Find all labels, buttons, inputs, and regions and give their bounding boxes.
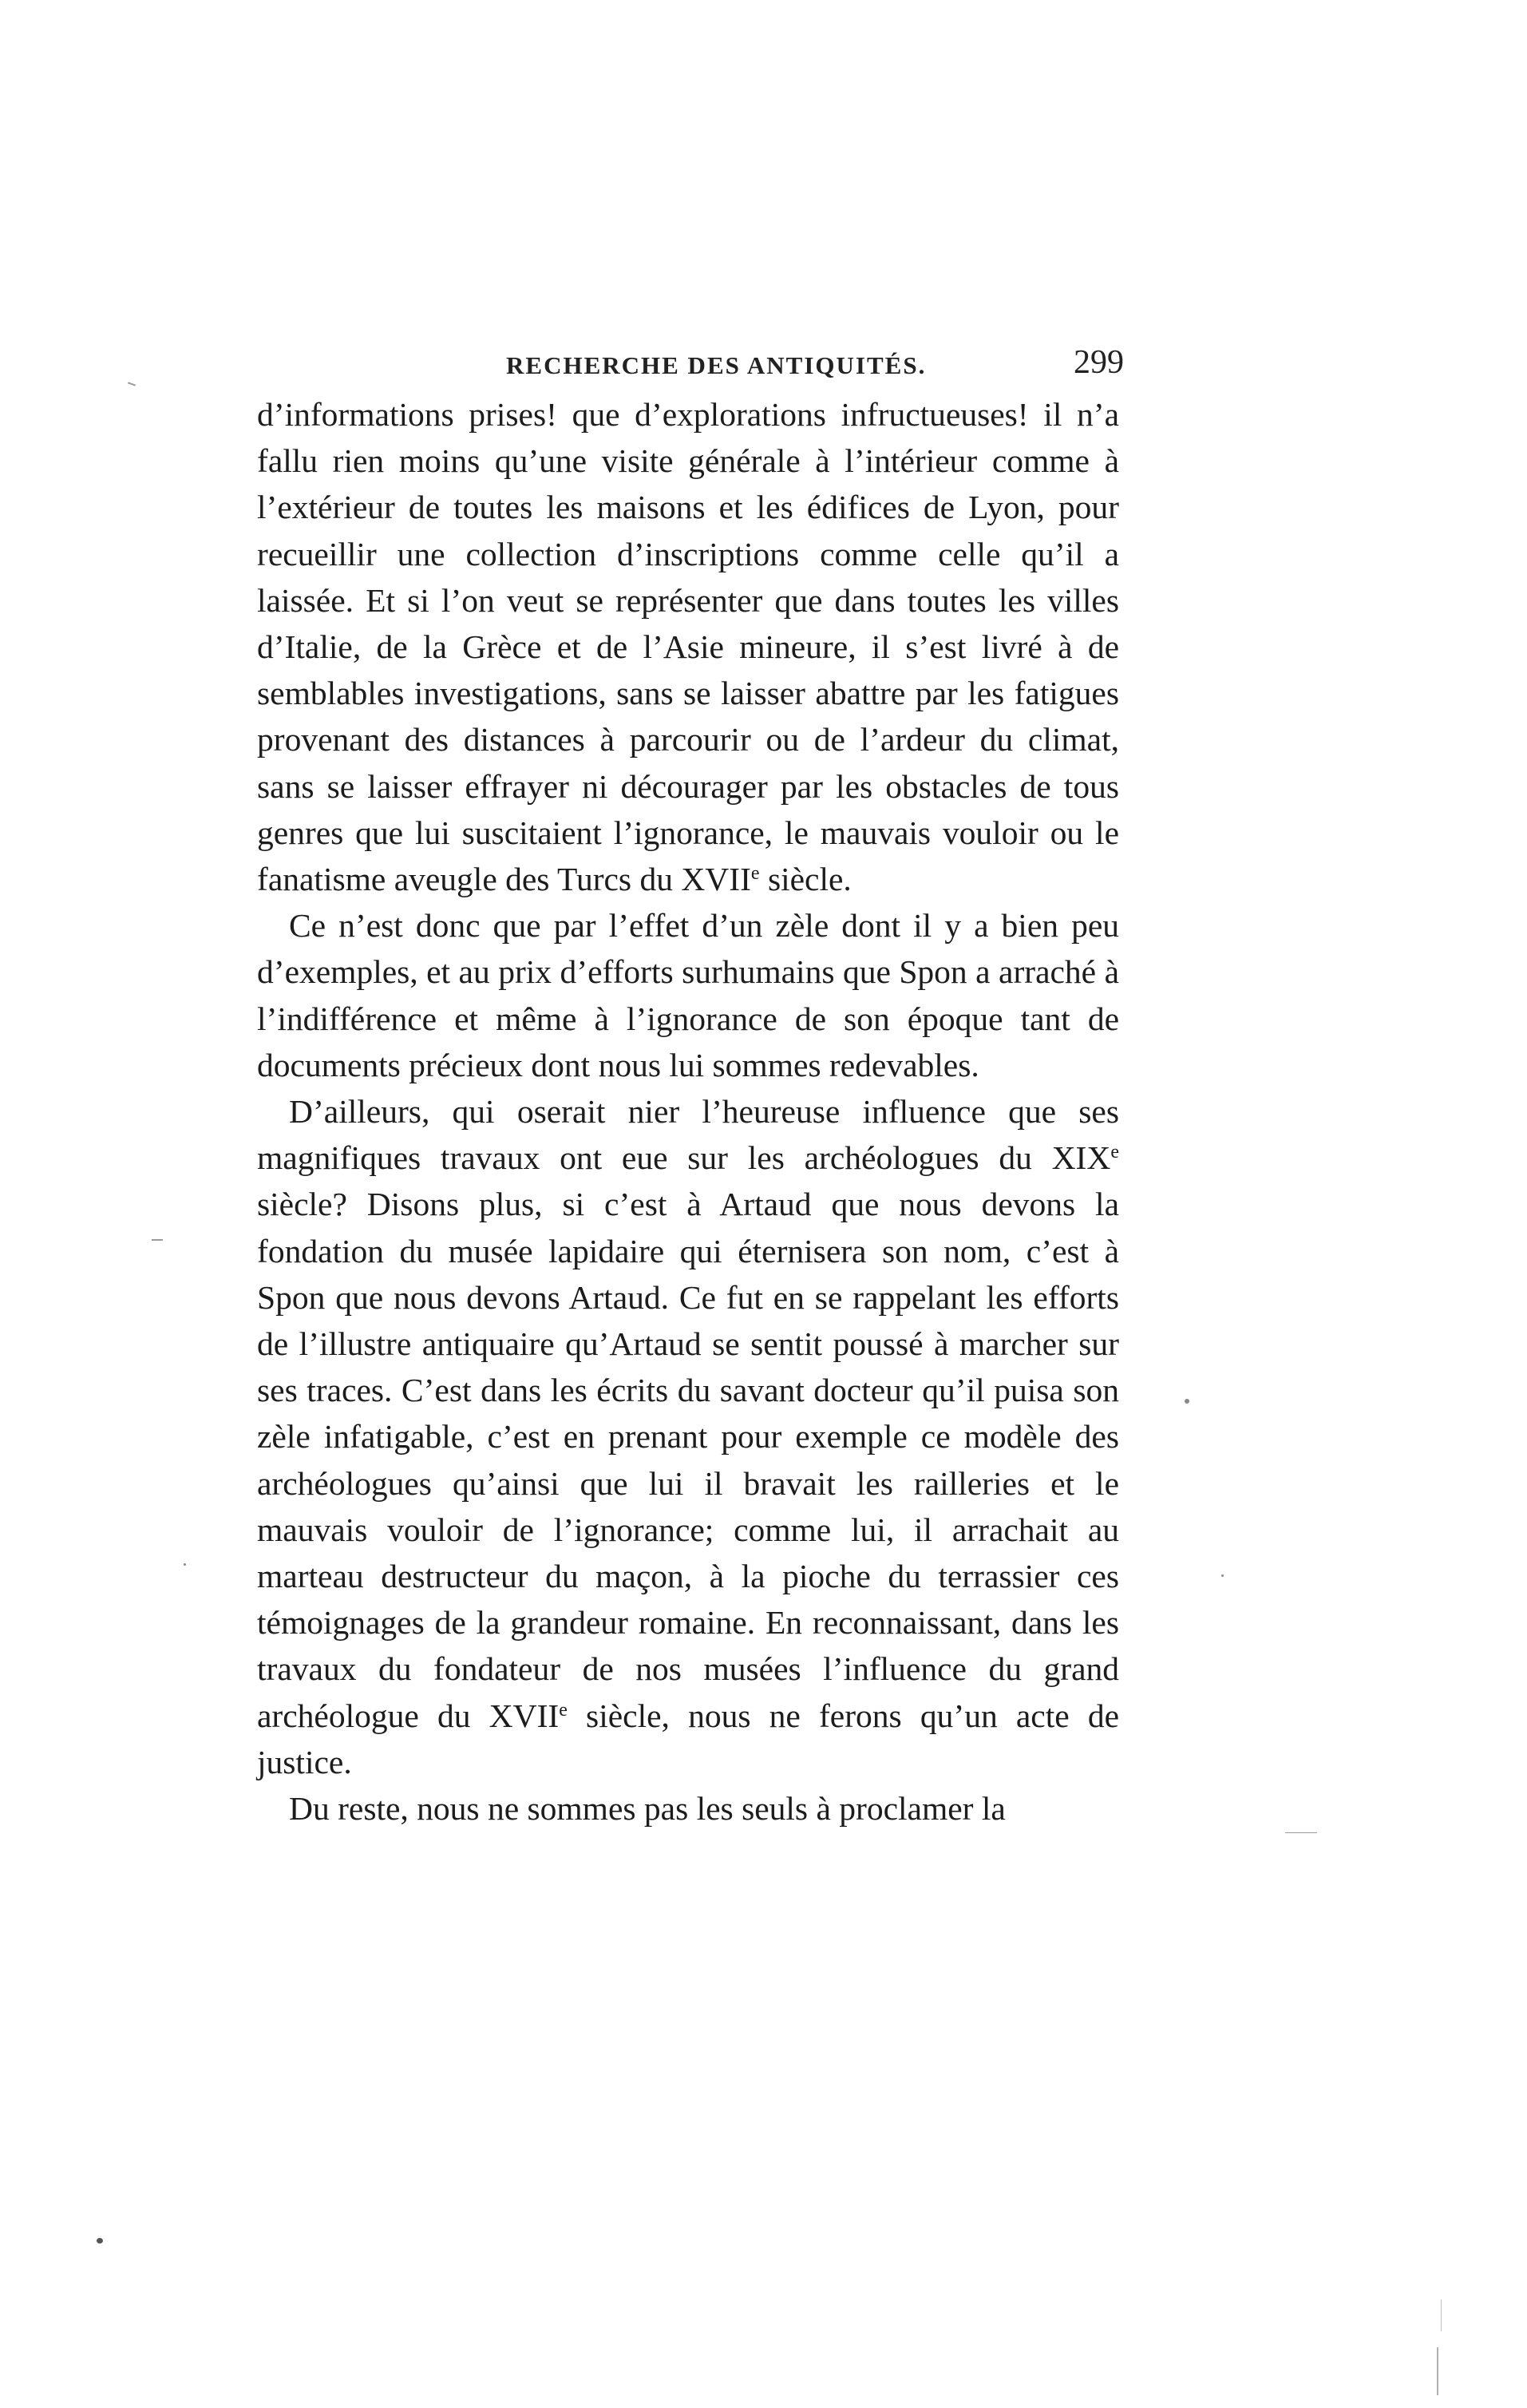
paragraph-3-superscript-a: e (1110, 1142, 1119, 1163)
running-head (257, 343, 1129, 391)
paragraph-2-text: Ce n’est donc que par l’effet d’un zèle dont il y a bien peu d’exemples, et au prix d’efforts surhumains que Spon a arraché à l’indifférence et même à l’ignorance de son époque tant de documents précieux dont nous lui sommes redevables. (257, 907, 1119, 1083)
paragraph-4-text: Du reste, nous ne sommes pas les seuls à proclamer la (289, 1790, 1006, 1828)
paragraph-1-text-a: d’informations prises! que d’explorations infructueuses! il n’a fallu rien moins qu’une visite générale à l’intérieur comme à l’extérieur de toutes les maisons et les édifices de Lyon, pour recueillir une collection d’inscriptions comme celle qu’il a laissée. Et si l’on veut se représenter que dans toutes les villes d’Italie, de la Grèce et de l’Asie mineure, il s’est livré à de semblables investigations, sans se laisser abattre par les fatigues provenant des distances à parcourir ou de l’ardeur du climat, sans se laisser effrayer ni décourager par les obstacles de tous genres que lui suscitaient l’ignorance, le mauvais vouloir ou le fanatisme aveugle des Turcs du XVII (257, 396, 1119, 898)
scan-speck (184, 1563, 186, 1566)
paragraph-1-text-b: siècle. (759, 861, 852, 898)
scan-speck (1185, 1399, 1189, 1404)
paragraph-3-text-c: siècle, nous ne ferons qu’un acte de justice. (257, 1697, 1120, 1780)
paragraph-3 (257, 1088, 1119, 1785)
scan-dash (1441, 2299, 1442, 2331)
scan-dash (1285, 1832, 1317, 1833)
scan-dash (1437, 2347, 1438, 2395)
paragraph-4 (257, 1785, 1119, 1832)
paragraph-3-superscript-b: e (559, 1699, 568, 1721)
paragraph-3-text-b: siècle? Disons plus, si c’est à Artaud que nous devons la fondation du musée lapidaire qui éternisera son nom, c’est à Spon que nous devons Artaud. Ce fut en se rappelant les efforts de l’illustre antiquaire qu’Artaud se sentit poussé à marcher sur ses traces. C’est dans les écrits du savant docteur qu’il puisa son zèle infatigable, c’est en prenant pour exemple ce modèle des archéologues qu’ainsi que lui il bravait les railleries et le mauvais vouloir de l’ignorance; comme lui, il arrachait au marteau destructeur du maçon, à la pioche du terrassier ces témoignages de la grandeur romaine. En reconnaissant, dans les travaux du fondateur de nos musées l’influence du grand archéologue du XVII (257, 1186, 1119, 1734)
paragraph-1 (257, 391, 1119, 902)
paragraph-1-superscript: e (750, 863, 760, 885)
text-block (257, 391, 1119, 1832)
scan-speck (97, 2238, 103, 2244)
paragraph-2 (257, 902, 1119, 1088)
scan-dash (152, 1239, 163, 1241)
scan-dash (128, 382, 136, 386)
running-title: RECHERCHE DES ANTIQUITÉS. (506, 351, 927, 379)
paragraph-3-text-a: D’ailleurs, qui oserait nier l’heureuse influence que ses magnifiques travaux ont eue sur les archéologues du XIX (257, 1093, 1119, 1177)
page-number: 299 (1074, 344, 1124, 381)
scan-speck (1221, 1574, 1224, 1577)
